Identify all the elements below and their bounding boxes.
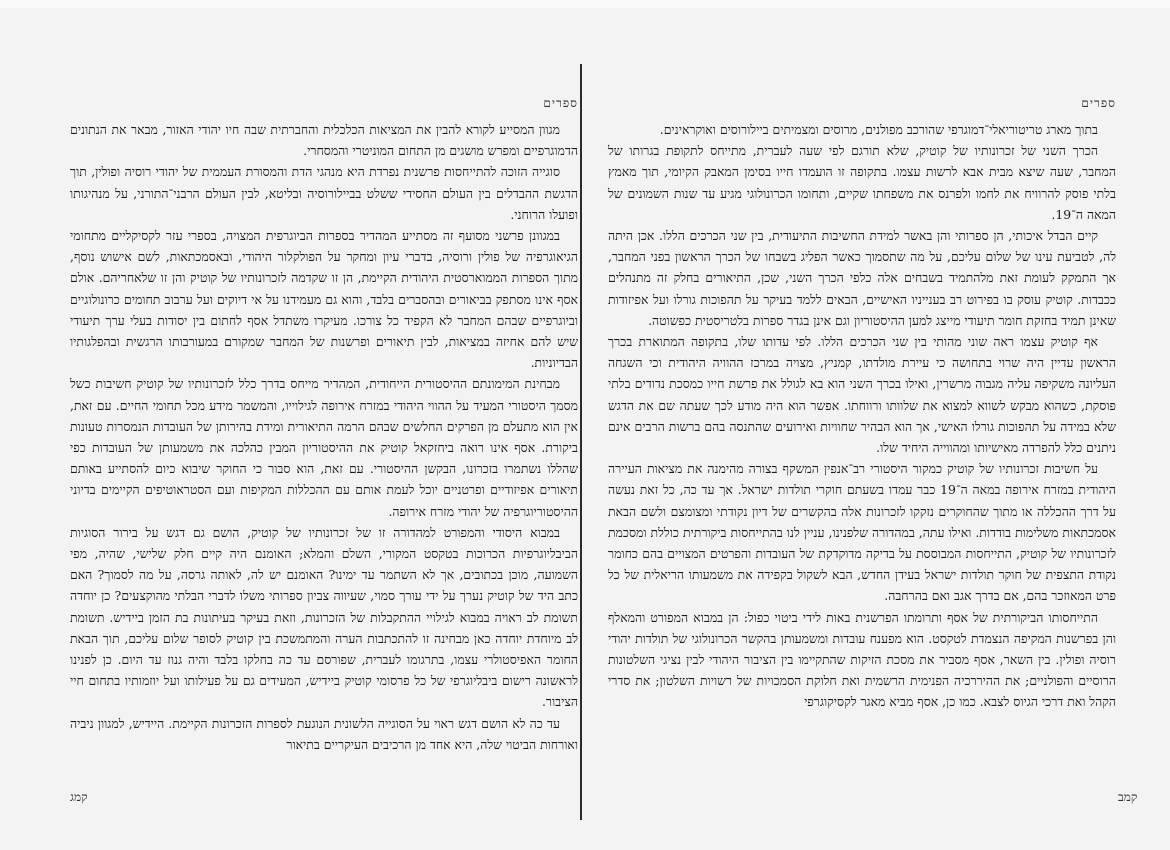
running-head-left: ספרים xyxy=(543,96,578,110)
paragraph: במבוא היסודי והמפורט למהדורה זו של זכרונותיו של קוטיק, הושם גם דגש על בירור הסוגיות הביבליוגרפיות הכרוכות בטקסט המקורי, השלם והמלא; האומנם היה קיים חלק שלישי, שהיה, מפי השמועה, מוכן בכתובים, אך לא השתמר עד ימינו? האומנם יש לה, לאותה גרסה, על מה לסמוך? האם כתב היד של קוטיק נערך על ידי עורך סמוי, שעיווה צביון ספרותי משלו לדברי הבלתי מהוקצעים? כן יוחדה תשומת לב ראויה במבוא לגילויי ההתקבלות של הזכרונות, וזאת בעיקר בעיתונות בת הזמן ביידיש. תשומת לב מיוחדת יוחדה כאן מבחינה זו להתכתבות הערה והמתמשכת בין קוטיק לסופר שלום עליכם, תוך הבאת החומר האפיסטולרי עצמו, בתרגומו לעברית, שפורסם עד כה בחלקו בלבד והיה גנוז עד היום. כן לפנינו לראשונה רישום ביבליוגרפי של כל פרסומי קוטיק ביידיש, המעידים גם על פעילותו ועל יוזמותיו בתחום חיי הציבור. xyxy=(70,524,578,710)
paragraph: במגוונן פרשני מסועף זה מסתייע המהדיר בספרות הביוגרפית המצויה, בספרי עזר לקסיקליים מתחומי הגיאוגרפיה של פולין ורוסיה, בדברי עיון ומחקר על הפולקלור היהודי, ובאסמכתאות, לשם אישוש נוסף, מתוך הספרות הממוארסטית היהודית הקיימת, הן זו שקדמה לזכרונותיו של קוטיק והן זו שלאחריהם. אולם אסף אינו מסתפק בביאורים ובהסברים בלבד, והוא גם מעמידנו על אי דיוקים ועל ערבוב תחומים כרונולוגיים וביוגרפיים שבהם המחבר לא הקפיד כל צורכו. מעיקרו משתדל אסף לחתום בין יסודות בעלי ערך תיעודי שיש להם אחיזה במציאות, לבין תיאורים ופרשנות של המחבר שמקורם במעורבותו הרגשית ובהפלגותיו הבדיוניות. xyxy=(70,228,578,371)
paragraph: מגוון המסייע לקורא להבין את המציאות הכלכלית והחברתית שבה חיו יהודי האזור, מבאר את הנתונים הדמוגרפיים ומפרש מושגים מן התחום המוניטרי והמסחרי. xyxy=(70,122,578,159)
page-number-right: קמב xyxy=(1118,790,1138,804)
right-page-text xyxy=(608,119,1116,713)
scan-edge xyxy=(0,0,1170,8)
paragraph: מבחינת המימונתם ההיסטורית הייחודית, המהדיר מייחס בדרך כלל לזכרונותיו של קוטיק חשיבות כשל מסמך היסטורי המעיד על ההווי היהודי במזרח אירופה לגילוייו, והמשמר מידע מכל תחומי החיים. עם זאת, אין הוא מתעלם מן הפרקים החלשים שבהם הרמה התיאורית ומידת בהירותן של העובדות הנמסרות טעונות ביקורת. אסף אינו רואה ביחזקאל קוטיק את ההיסטוריון המבין כהלכה את משמעותן של העובדות כפי שהללו נשתמרו בזכרונו, הבקשן ההיסטורי. עם זאת, הוא סבור כי החוקר שיבוא כיום להסתייע באותם תיאורים אפיזודיים ופרטניים יוכל לעמת אותם עם ההכללות המקיפות ועם הסטראוטיפים הקיימים בדיוני ההיסטוריוגרפיה של יהודי מזרח אירופה. xyxy=(70,376,578,519)
paragraph: הכרך השני של זכרונותיו של קוטיק, שלא תורגם לפי שעה לעברית, מתייחס לתקופת בגרותו של המחבר, שעה שיצא מבית אבא לרשות עצמו. בתקופה זו הועמדו חייו בסימן המאבק הקיומי, תוך מאמץ בלתי פוסק להרוויח את לחמו ולפרנס את משפחתו שקיים, ותחומו הכרונולוגי מגיע עד שנות השמונים של המאה ה־19. xyxy=(608,143,1116,222)
paragraph: בתוך מארג טריטוריאלי־דמוגרפי שהורכב מפולנים, מרוסים ומצמיתים ביילורוסים ואוקראינים. xyxy=(659,122,1098,137)
paragraph: סוגייה הזוכה להתייחסות פרשנית נפרדת היא מנהגי הדת והמסורת העממית של יהודי רוסיה ופולין, תוך הדגשת ההבדלים בין העולם החסידי ששלט בביילורוסיה ובליטא, לבין העולם הרבני־התורני, על מנהיגותו ופועלו הרוחני. xyxy=(70,164,578,222)
running-head-right: ספרים xyxy=(1081,96,1116,110)
paragraph: אף קוטיק עצמו ראה שוני מהותי בין שני הכרכים הללו. לפי עדותו שלו, בתקופה המתוארת בכרך הראשון עדיין היה שרוי בתחושה כי עיירת מולדתו, קמניץ, מצויה במרכז ההוויה היהודית וכי השגחה העליונה משקיפה עליה מגבוה מרשרין, ואילו בכרך השני הוא בא לגולל את פרשת חייו כמסכת נדודים בלתי פוסקת, כשהוא מבקש לשווא למצוא את שלוותו ורווחתו. אפשר הוא היה מודע לכך שעתה שם את הדגש שלא במידה על תהפוכות גורלו האישי, אך הוא הבהיר שחוויות ואירועים שהתנסה בהם ברשות הרבים אינם ניתנים כלל להפרדה מאישיותו ומהווייה היחיד שלו. xyxy=(608,334,1116,456)
right-page xyxy=(608,96,1116,816)
paragraph: קיים הבדל איכותי, הן ספרותי והן באשר למידת החשיבות התיעודית, בין שני הכרכים הללו. אכן היתה לה, לטביעת עינו של שלום עליכם, על מה שתסמוך כאשר הפליג בשבחו של הכרך הראשון בפני המחבר, אך התמקק לעומת זאת מלהתמיד בשבחים אלה כלפי הכרך השני, שכן, התיאורים בחלק זה מתנהלים ככבדות. קוטיק עוסק בו בפירוט רב בענייניו האישיים, הבאים ללמד בעיקר על תהפוכות גורלו ועל אפיזודות שאינן תמיד בחזקת חומר תיעודי מייצג למען ההיסטוריון וגם אינן בגדר ספרות בלטריסטית כפשוטה. xyxy=(608,228,1116,328)
page-gutter-line xyxy=(580,64,582,820)
paragraph: התייחסותו הביקורתית של אסף ותרומתו הפרשנית באות לידי ביטוי כפול: הן במבוא המפורט והמאלף והן בפרשנות המקיפה הנצמדת לטקסט. הוא מפענח עובדות ומשמעותן בהקשר הכרונולוגי של תולדות יהודי רוסיה ופולין. בין השאר, אסף מסביר את מסכת הזיקות שהתקיימו בין הציבור היהודי לבין נציגי השלטונות הרוסיים והפולניים; את ההיררכיה הפנימית הרשמית ואת חלוקת הסמכויות של רשויות השלטון; את סדרי הקהל ואת דרכי הגיוס לצבא. כמו כן, אסף מביא מאגר לקסיקוגרפי xyxy=(608,609,1116,710)
paragraph: על חשיבות זכרונותיו של קוטיק כמקור היסטורי רב־אנפין המשקף בצורה מהימנה את מציאות העיירה היהודית במזרח אירופה במאה ה־19 כבר עמדו בשעתם חוקרי תולדות ישראל. אך עד כה, כל זאת נעשה על דרך ההכללה או מתוך שהחוקרים נזקקו לזכרונות אלה בהקשרים של דיון נקודתי ומצומצם ולשם הבאת אסמכתאות משלימות בודדות. ואילו עתה, במהדורה שלפנינו, עניין לנו בהתייחסות ביקורתית כוללת ומסכמת לזכרונותיו של קוטיק, התייחסות המבוססת על בדיקה מדוקדקת של העובדות והפרטים המצויים בהם כחומר נקודת התצפית של חוקר תולדות ישראל בעידן החדש, הבא לשקול בקפידה את משמעותו הריאלית של כל פרט המאוזכר בהם, אם בדרך אגב ואם בהרחבה. xyxy=(608,461,1116,604)
page-number-left: קמג xyxy=(70,790,88,804)
left-page xyxy=(70,96,578,816)
paragraph: עד כה לא הושם דגש ראוי על הסוגייה הלשונית הנוגעת לספרות הזכרונות הקיימת. היידיש, למגוון ניביה ואורחות הביטוי שלה, היא אחד מן הרכיבים העיקריים בתיאור xyxy=(70,715,578,752)
left-page-text xyxy=(70,119,578,755)
